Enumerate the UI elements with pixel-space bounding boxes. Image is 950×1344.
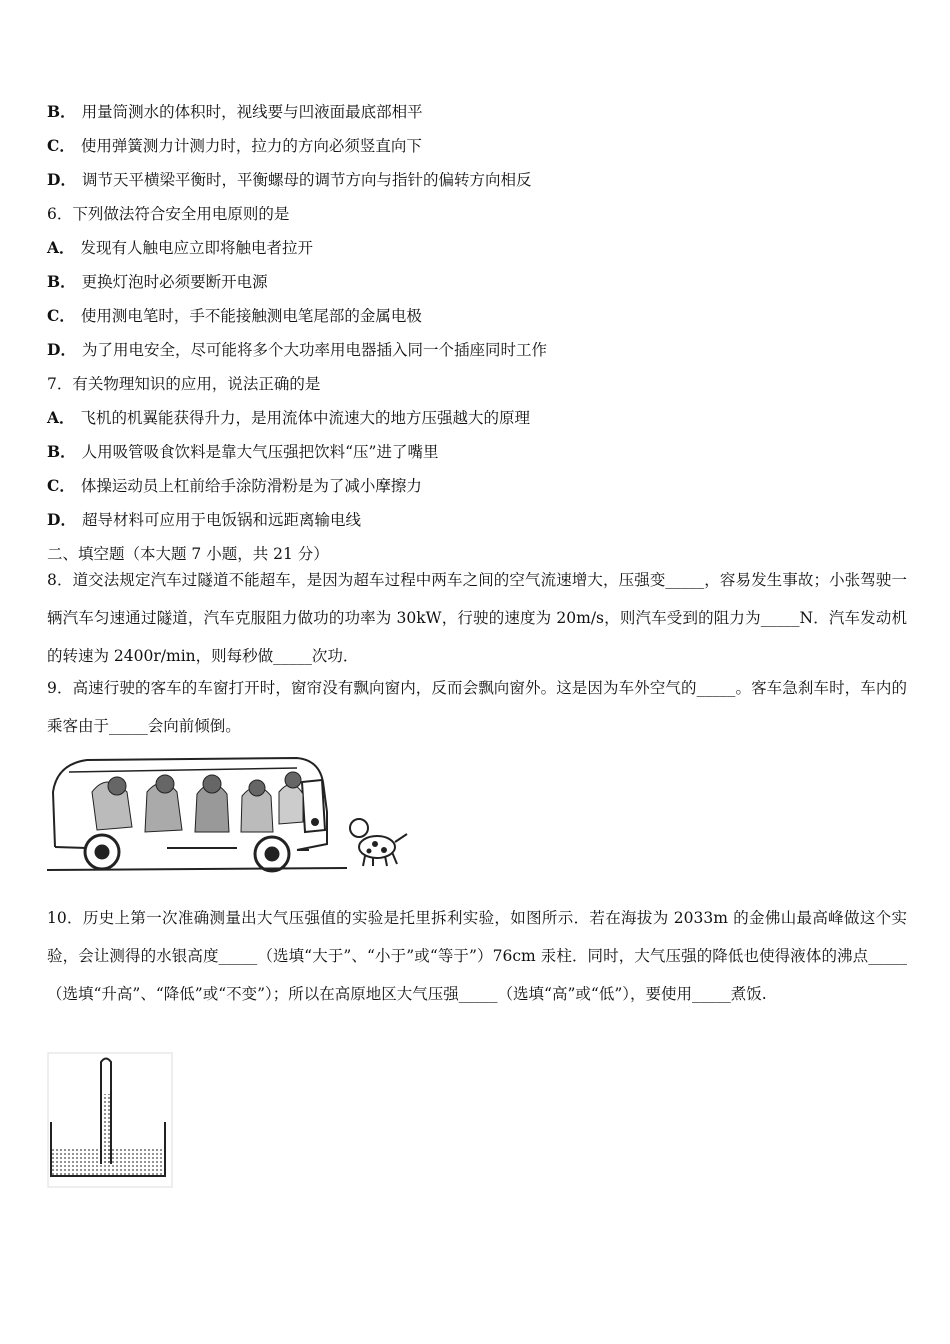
option-label: A． bbox=[47, 238, 75, 257]
option-text: 更换灯泡时必须要断开电源 bbox=[81, 273, 268, 291]
q7-option-c bbox=[47, 476, 422, 496]
option-label: D． bbox=[47, 170, 76, 189]
option-label: D． bbox=[47, 510, 76, 529]
option-label: C． bbox=[47, 136, 75, 155]
q6-option-c bbox=[47, 306, 422, 326]
q7-option-b bbox=[47, 442, 438, 462]
road-line bbox=[47, 868, 347, 870]
option-text: 调节天平横梁平衡时，平衡螺母的调节方向与指针的偏转方向相反 bbox=[81, 171, 532, 189]
option-text: 飞机的机翼能获得升力，是用流体中流速大的地方压强越大的原理 bbox=[80, 409, 531, 427]
option-label: C． bbox=[47, 306, 75, 325]
option-label: D． bbox=[47, 340, 76, 359]
option-label: C． bbox=[47, 476, 75, 495]
option-text: 用量筒测水的体积时，视线要与凹液面最底部相平 bbox=[81, 103, 423, 121]
option-text: 使用测电笔时，手不能接触测电笔尾部的金属电极 bbox=[80, 307, 422, 325]
q8-text: 8．道交法规定汽车过隧道不能超车，是因为超车过程中两车之间的空气流速增大，压强变_____，容易发生事故；小张驾驶一辆汽车匀速通过隧道，汽车克服阻力做功的功率为 30kW，行驶的速度为 20m/s，则汽车受到的阻力为_____N．汽车发动机的转速为 2400r/min，则每秒做_____次功． bbox=[47, 571, 907, 665]
q10-text: 10．历史上第一次准确测量出大气压强值的实验是托里拆利实验，如图所示．若在海拔为 2033m 的金佛山最高峰做这个实验，会让测得的水银高度_____（选填“大于”、“小于”或“等于”）76cm 汞柱．同时，大气压强的降低也使得液体的沸点_____（选填“升高”、“降低”或“不变”）；所以在高原地区大气压强_____（选填“高”或“低”），要使用_____煮饭. bbox=[47, 909, 907, 1003]
q7-option-d bbox=[47, 510, 361, 530]
q6-option-d bbox=[47, 340, 547, 360]
q6-stem: 6．下列做法符合安全用电原则的是 bbox=[47, 205, 290, 223]
q9-text: 9．高速行驶的客车的车窗打开时，窗帘没有飘向窗内，反而会飘向窗外。这是因为车外空气的_____。客车急刹车时，车内的乘客由于_____会向前倾倒。 bbox=[47, 679, 907, 735]
option-text: 发现有人触电应立即将触电者拉开 bbox=[80, 239, 314, 257]
bus-window-line bbox=[69, 768, 297, 772]
q7-option-a bbox=[47, 408, 530, 428]
option-text: 超导材料可应用于电饭锅和远距离输电线 bbox=[81, 511, 361, 529]
option-label: B． bbox=[47, 272, 76, 291]
dog-icon bbox=[350, 819, 407, 866]
q5-option-d bbox=[47, 170, 531, 190]
torricelli-apparatus bbox=[47, 1052, 173, 1188]
option-text: 人用吸管吸食饮料是靠大气压强把饮料“压”进了嘴里 bbox=[81, 443, 439, 461]
bus-wheels bbox=[85, 835, 289, 871]
option-text: 为了用电安全，尽可能将多个大功率用电器插入同一个插座同时工作 bbox=[81, 341, 547, 359]
q5-option-b bbox=[47, 102, 423, 122]
q5-option-c bbox=[47, 136, 422, 156]
option-label: B． bbox=[47, 442, 76, 461]
q7-stem: 7．有关物理知识的应用，说法正确的是 bbox=[47, 375, 321, 393]
q6-option-b bbox=[47, 272, 268, 292]
mercury-column bbox=[102, 1094, 110, 1164]
option-text: 使用弹簧测力计测力时，拉力的方向必须竖直向下 bbox=[80, 137, 422, 155]
option-label: B． bbox=[47, 102, 76, 121]
q6-option-a bbox=[47, 238, 313, 258]
option-text: 体操运动员上杠前给手涂防滑粉是为了减小摩擦力 bbox=[80, 477, 422, 495]
passengers bbox=[92, 772, 303, 832]
bus-illustration bbox=[47, 752, 412, 877]
section-heading: 二、填空题（本大题 7 小题，共 21 分） bbox=[47, 545, 329, 563]
option-label: A． bbox=[47, 408, 75, 427]
